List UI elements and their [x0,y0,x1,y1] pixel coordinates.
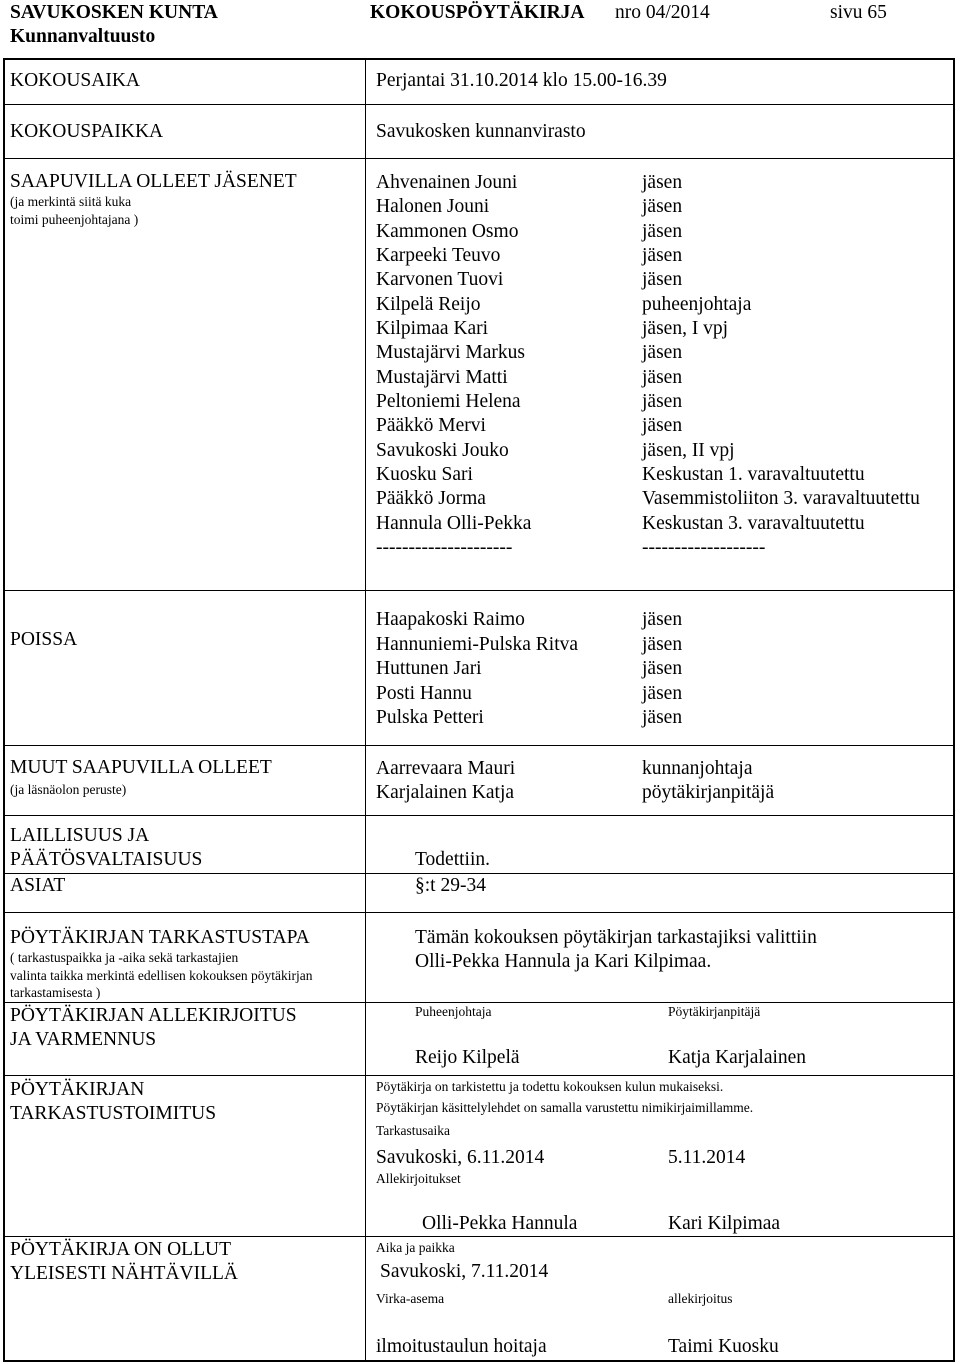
member-name: Kilpelä Reijo [376,293,481,315]
member-name: Peltoniemi Helena [376,390,521,412]
member-role: jäsen [642,220,683,242]
list-end-dashes: --------------------- [376,536,513,558]
absent-row [376,682,951,707]
others-present-label: MUUT SAAPUVILLA OLLEET [10,757,272,778]
member-name: Savukoski Jouko [376,439,509,461]
position-value: ilmoitustaulun hoitaja [376,1336,547,1357]
others-present-list [376,757,951,805]
review-label [10,1078,216,1126]
member-role: Vasemmistoliiton 3. varavaltuutettu [642,488,920,510]
absent-role: jäsen [642,658,683,679]
minutes-number: nro 04/2014 [615,2,710,23]
member-role: jäsen, II vpj [642,439,735,461]
label-line: PÖYTÄKIRJA ON OLLUT [10,1239,231,1260]
absent-members-list [376,608,951,731]
meeting-place-label: KOKOUSPAIKKA [10,121,164,142]
signer-name: Taimi Kuosku [668,1336,779,1357]
review-method-label: PÖYTÄKIRJAN TARKASTUSTAPA [10,927,310,948]
review-time-caption: Tarkastusaika [376,1123,451,1138]
meeting-time-value: Perjantai 31.10.2014 klo 15.00-16.39 [376,70,667,91]
member-role: jäsen [642,366,683,388]
member-name: Kuosku Sari [376,463,473,485]
matters-label: ASIAT [10,875,66,896]
member-role: jäsen [642,172,683,193]
member-role: puheenjohtaja [642,293,752,315]
review-date: 5.11.2014 [668,1147,746,1168]
absent-role: jäsen [642,633,683,655]
member-role: jäsen [642,342,683,364]
member-name: Hannula Olli-Pekka [376,512,532,534]
member-row [376,244,951,268]
label-line: PÖYTÄKIRJAN ALLEKIRJOITUS [10,1005,297,1026]
absent-row [376,608,951,633]
note-line: ( tarkastuspaikka ja -aika sekä tarkastajien [10,950,239,965]
row-divider [4,745,954,746]
value-line: Tämän kokouksen pöytäkirjan tarkastajiksi valittiin [415,927,817,948]
absent-name: Posti Hannu [376,682,472,704]
member-role: jäsen [642,269,683,291]
legality-label [10,824,202,872]
member-row [376,293,951,317]
member-name: Ahvenainen Jouni [376,172,518,193]
signatures-caption: Allekirjoitukset [376,1171,461,1186]
present-members-label: SAAPUVILLA OLLEET JÄSENET [10,171,297,192]
value-line: Olli-Pekka Hannula ja Kari Kilpimaa. [415,951,712,972]
member-role: jäsen [642,196,683,218]
member-role: jäsen [642,390,683,412]
reviewer-name: Kari Kilpimaa [668,1213,781,1234]
member-name: Mustajärvi Markus [376,342,525,364]
absent-row [376,657,951,682]
label-line: YLEISESTI NÄHTÄVILLÄ [10,1263,239,1284]
note-line: (ja merkintä siitä kuka [10,194,132,209]
list-end-row [376,536,951,560]
absent-name: Pulska Petteri [376,707,484,728]
other-person-row [376,781,951,805]
member-role: Keskustan 1. varavaltuutettu [642,463,865,485]
absent-row [376,633,951,658]
note-line: valinta taikka merkintä edellisen kokouksen pöytäkirjan [10,967,313,983]
chair-caption: Puheenjohtaja [415,1004,492,1019]
member-row [376,220,951,244]
position-caption: Virka-asema [376,1291,445,1306]
row-divider [4,912,954,913]
time-place-value: Savukoski, 7.11.2014 [380,1261,549,1282]
present-members-list [376,171,951,560]
member-row [376,512,951,536]
member-name: Halonen Jouni [376,196,490,218]
absent-role: jäsen [642,707,683,728]
row-divider [4,1075,954,1076]
municipality-name: SAVUKOSKEN KUNTA [10,2,218,23]
member-row [376,171,951,195]
review-method-value [415,926,817,974]
review-statement: Pöytäkirja on tarkistettu ja todettu kokouksen kulun mukaiseksi. [376,1079,724,1094]
review-place-date: Savukoski, 6.11.2014 [376,1147,545,1168]
label-line: TARKASTUSTOIMITUS [10,1103,217,1124]
member-name: Karvonen Tuovi [376,269,504,291]
label-line: JA VARMENNUS [10,1029,157,1050]
absent-name: Huttunen Jari [376,658,482,679]
member-name: Pääkkö Jorma [376,488,486,510]
governing-body: Kunnanvaltuusto [10,26,156,47]
signing-label [10,1004,297,1052]
member-row [376,390,951,414]
absent-name: Haapakoski Raimo [376,609,525,630]
public-display-label [10,1238,238,1286]
column-divider [365,58,366,1362]
member-name: Karpeeki Teuvo [376,244,501,266]
row-divider [4,815,954,816]
member-name: Mustajärvi Matti [376,366,508,388]
member-row [376,268,951,292]
row-divider [4,158,954,159]
absent-role: jäsen [642,682,683,704]
member-row [376,341,951,365]
chair-name: Reijo Kilpelä [415,1047,520,1068]
absent-name: Hannuniemi-Pulska Ritva [376,633,579,655]
secretary-caption: Pöytäkirjanpitäjä [668,1004,761,1019]
label-line: PÄÄTÖSVALTAISUUS [10,849,203,870]
member-role: jäsen [642,415,683,437]
member-row [376,463,951,487]
review-statement: Pöytäkirjan käsittelylehdet on samalla varustettu nimikirjaimillamme. [376,1100,754,1115]
other-person-name: Aarrevaara Mauri [376,758,516,779]
other-person-role: pöytäkirjanpitäjä [642,782,775,803]
member-row [376,366,951,390]
member-row [376,487,951,511]
matters-value: §:t 29-34 [415,875,486,896]
absent-label: POISSA [10,629,78,650]
signature-caption: allekirjoitus [668,1291,733,1306]
member-row [376,317,951,341]
reviewer-name: Olli-Pekka Hannula [422,1213,578,1234]
label-line: LAILLISUUS JA [10,825,150,846]
note-line: tarkastamisesta ) [10,985,101,1000]
review-method-note [10,949,313,1002]
row-divider [4,104,954,105]
present-members-note [10,193,138,229]
other-person-name: Karjalainen Katja [376,782,515,803]
member-row [376,414,951,438]
member-role: jäsen [642,244,683,266]
member-role: jäsen, I vpj [642,317,729,339]
member-name: Kilpimaa Kari [376,317,489,339]
other-person-role: kunnanjohtaja [642,758,753,779]
member-row [376,439,951,463]
meeting-place-value: Savukosken kunnanvirasto [376,121,586,142]
member-role: Keskustan 3. varavaltuutettu [642,512,865,534]
other-person-row [376,757,951,781]
page-number: sivu 65 [830,2,887,23]
member-row [376,195,951,219]
others-present-note: (ja läsnäolon peruste) [10,782,127,797]
time-place-caption: Aika ja paikka [376,1240,455,1255]
absent-role: jäsen [642,609,683,630]
label-line: PÖYTÄKIRJAN [10,1079,145,1100]
list-end-dashes: ------------------- [642,536,766,558]
document-type: KOKOUSPÖYTÄKIRJA [370,2,585,23]
row-divider [4,1236,954,1237]
absent-row [376,706,951,731]
secretary-name: Katja Karjalainen [668,1047,807,1068]
meeting-time-label: KOKOUSAIKA [10,70,140,91]
member-name: Pääkkö Mervi [376,415,486,437]
member-name: Kammonen Osmo [376,220,519,242]
row-divider [4,590,954,591]
note-line: toimi puheenjohtajana ) [10,212,139,227]
legality-value: Todettiin. [415,849,491,870]
